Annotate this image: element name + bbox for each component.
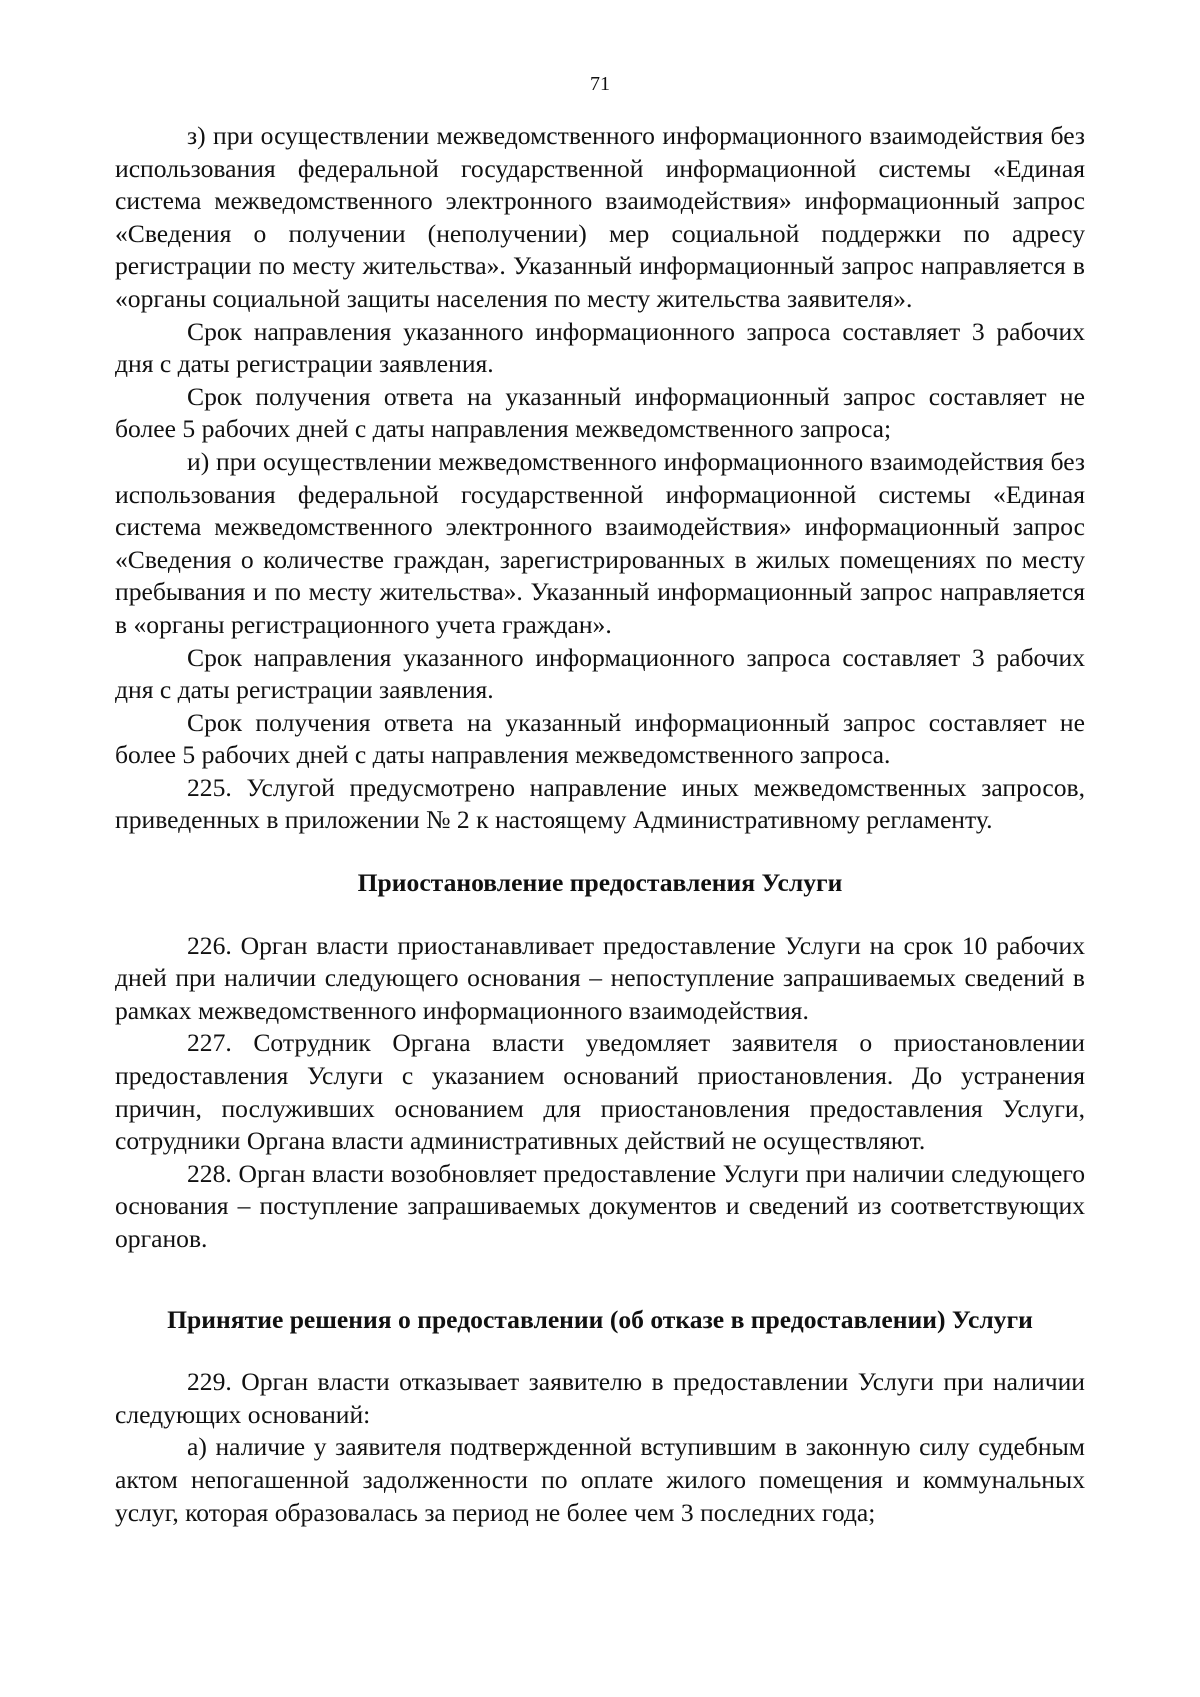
document-body [115,120,1085,1529]
section-heading-suspension: Приостановление предоставления Услуги [357,868,843,898]
paragraph-i: и) при осуществлении межведомственного информационного взаимодействия без использования федеральной государственной информационной системы «Единая система межведомственного электронного взаимодействия» информационный запрос «Сведения о количестве граждан, зарегистрированных в жилых помещениях по месту пребывания и по месту жительства». Указанный информационный запрос направляется в «органы регистрационного учета граждан». [115,446,1085,639]
paragraph-deadline-response: Срок получения ответа на указанный информационный запрос составляет не более 5 рабочих дней с даты направления межведомственного запроса; [115,381,1085,444]
paragraph-227: 227. Сотрудник Органа власти уведомляет заявителя о приостановлении предоставления Услуги с указанием оснований приостановления. До устранения причин, послуживших основанием для приостановления предоставления Услуги, сотрудники Органа власти административных действий не осуществляют. [115,1028,1085,1156]
page-number: 71 [590,73,610,95]
paragraph-228: 228. Орган власти возобновляет предоставление Услуги при наличии следующего основания – поступление запрашиваемых документов и сведений из соответствующих органов. [115,1158,1085,1253]
paragraph-deadline-request: Срок направления указанного информационного запроса составляет 3 рабочих дня с даты регистрации заявления. [115,642,1085,705]
paragraph-a: а) наличие у заявителя подтвержденной вступившим в законную силу судебным актом непогашенной задолженности по оплате жилого помещения и коммунальных услуг, которая образовалась за период не более чем 3 последних года; [115,1432,1085,1527]
paragraph-229: 229. Орган власти отказывает заявителю в предоставлении Услуги при наличии следующих оснований: [115,1367,1085,1429]
section-heading-decision: Принятие решения о предоставлении (об отказе в предоставлении) Услуги [167,1304,1033,1334]
paragraph-deadline-response: Срок получения ответа на указанный информационный запрос составляет не более 5 рабочих дней с даты направления межведомственного запроса. [115,707,1085,770]
paragraph-226: 226. Орган власти приостанавливает предоставление Услуги на срок 10 рабочих дней при наличии следующего основания – непоступление запрашиваемых сведений в рамках межведомственного информационного взаимодействия. [115,930,1085,1025]
paragraph-225: 225. Услугой предусмотрено направление иных межведомственных запросов, приведенных в приложении № 2 к настоящему Административному регламенту. [115,772,1085,835]
paragraph-deadline-request: Срок направления указанного информационного запроса составляет 3 рабочих дня с даты регистрации заявления. [115,316,1085,379]
paragraph-z: з) при осуществлении межведомственного информационного взаимодействия без использования федеральной государственной информационной системы «Единая система межведомственного электронного взаимодействия» информационный запрос «Сведения о получении (неполучении) мер социальной поддержки по адресу регистрации по месту жительства». Указанный информационный запрос направляется в «органы социальной защиты населения по месту жительства заявителя». [115,121,1085,313]
